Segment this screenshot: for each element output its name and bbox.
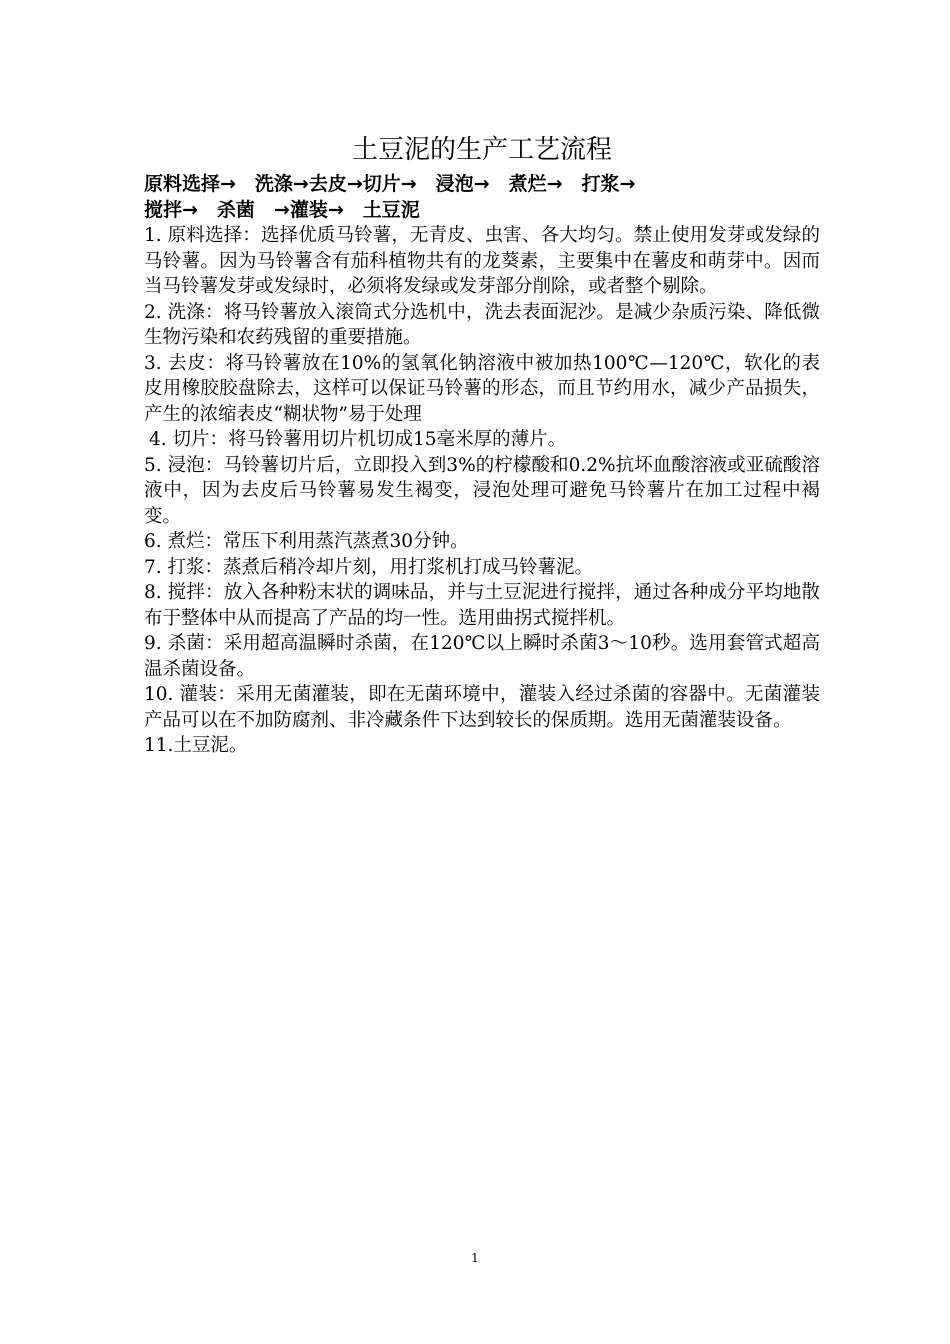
step-sterilization: 9. 杀菌：采用超高温瞬时杀菌，在120℃以上瞬时杀菌3～10秒。选用套管式超高温杀菌设备。 — [144, 633, 820, 680]
step-final-product: 11.土豆泥。 — [144, 735, 248, 756]
step-slicing: 4. 切片：将马铃薯用切片机切成15毫米厚的薄片。 — [149, 429, 567, 450]
document-body — [144, 133, 820, 759]
step-pulping: 7. 打浆：蒸煮后稍冷却片刻，用打浆机打成马铃薯泥。 — [144, 556, 594, 578]
step-filling: 10. 灌装：采用无菌灌装，即在无菌环境中，灌装入经过杀菌的容器中。无菌灌装产品可以在不加防腐剂、非冷藏条件下达到较长的保质期。选用无菌灌装设备。 — [144, 684, 820, 731]
step-soaking: 5. 浸泡：马铃薯切片后，立即投入到3%的柠檬酸和0.2%抗坏血酸溶液或亚硫酸溶液中，因为去皮后马铃薯易发生褐变，浸泡处理可避免马铃薯片在加工过程中褐变。 — [144, 454, 820, 527]
document-title: 土豆泥的生产工艺流程 — [351, 135, 612, 165]
step-raw-material-selection: 1. 原料选择：选择优质马铃薯，无青皮、虫害、各大均匀。禁止使用发芽或发绿的马铃薯。因为马铃薯含有茄科植物共有的龙葵素，主要集中在薯皮和萌芽中。因而当马铃薯发芽或发绿时，必须将发绿或发芽部分削除，或者整个剔除。 — [144, 225, 820, 297]
process-steps-list — [144, 223, 820, 759]
process-flow-line-1: 原料选择→ 洗涤→去皮→切片→ 浸泡→ 煮烂→ 打浆→ — [144, 173, 636, 195]
page-number: 1 — [471, 1251, 479, 1265]
step-cooking: 6. 煮烂：常压下利用蒸汽蒸煮30分钟。 — [144, 531, 469, 552]
step-washing: 2. 洗涤：将马铃薯放入滚筒式分选机中，洗去表面泥沙。是减少杂质污染、降低微生物污染和农药残留的重要措施。 — [144, 301, 820, 348]
step-mixing: 8. 搅拌：放入各种粉末状的调味品，并与土豆泥进行搅拌，通过各种成分平均地散布于整体中从而提高了产品的均一性。选用曲拐式搅拌机。 — [144, 582, 820, 629]
process-flow-line-2: 搅拌→ 杀菌 →灌装→ 土豆泥 — [144, 199, 420, 221]
step-peeling: 3. 去皮：将马铃薯放在10%的氢氧化钠溶液中被加热100℃—120℃，软化的表皮用橡胶胶盘除去，这样可以保证马铃薯的形态，而且节约用水，减少产品损失，产生的浓缩表皮“糊状物”易于处理 — [144, 352, 820, 425]
